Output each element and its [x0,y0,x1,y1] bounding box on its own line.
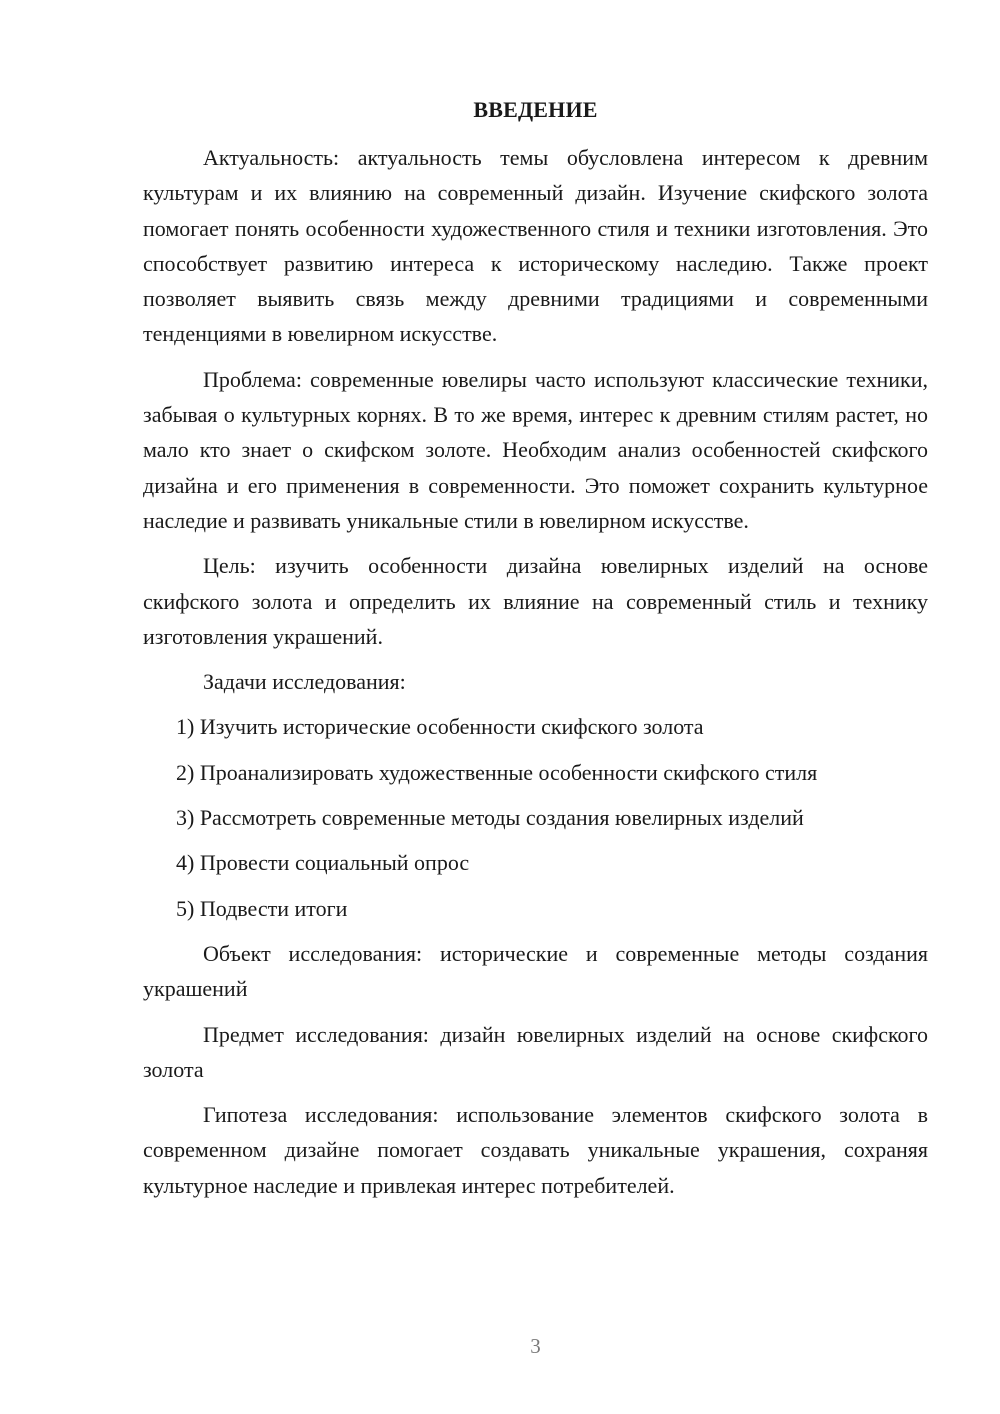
task-item-1: 1) Изучить исторические особенности скифского золота [176,714,704,740]
task-item-5: 5) Подвести итоги [176,895,348,921]
tasks-heading: Задачи исследования: [203,669,406,695]
task-item-3: 3) Рассмотреть современные методы создания ювелирных изделий [176,805,804,831]
paragraph-goal: Цель: изучить особенности дизайна ювелирных изделий на основе скифского золота и определить их влияние на современный стиль и технику изготовления украшений. [143,553,928,649]
paragraph-subject: Предмет исследования: дизайн ювелирных изделий на основе скифского золота [143,1021,928,1082]
task-item-4: 4) Провести социальный опрос [176,850,470,876]
page-title: ВВЕДЕНИЕ [473,97,598,122]
task-item-2: 2) Проанализировать художественные особенности скифского стиля [176,759,818,785]
paragraph-object: Объект исследования: исторические и современные методы создания украшений [143,940,928,1002]
page-number: 3 [530,1334,541,1358]
tasks-list [143,709,928,925]
paragraph-hypothesis: Гипотеза исследования: использование элементов скифского золота в современном дизайне помогает создавать уникальные украшения, сохраняя культурное наследие и привлекая интерес потребителей. [143,1102,928,1198]
paragraph-relevance: Актуальность: актуальность темы обусловлена интересом к древним культурам и их влиянию на современный дизайн. Изучение скифского золота помогает понять особенности художественного стиля и техники изготовления. Это способствует развитию интереса к историческому наследию. Также проект позволяет выявить связь между древними традициями и современными тенденциями в ювелирном искусстве. [143,145,928,347]
paragraph-problem: Проблема: современные ювелиры часто используют классические техники, забывая о культурных корнях. В то же время, интерес к древним стилям растет, но мало кто знает о скифском золоте. Необходим анализ особенностей скифского дизайна и его применения в современности. Это поможет сохранить культурное наследие и развивать уникальные стили в ювелирном искусстве. [143,366,928,533]
document-body [143,140,928,1213]
